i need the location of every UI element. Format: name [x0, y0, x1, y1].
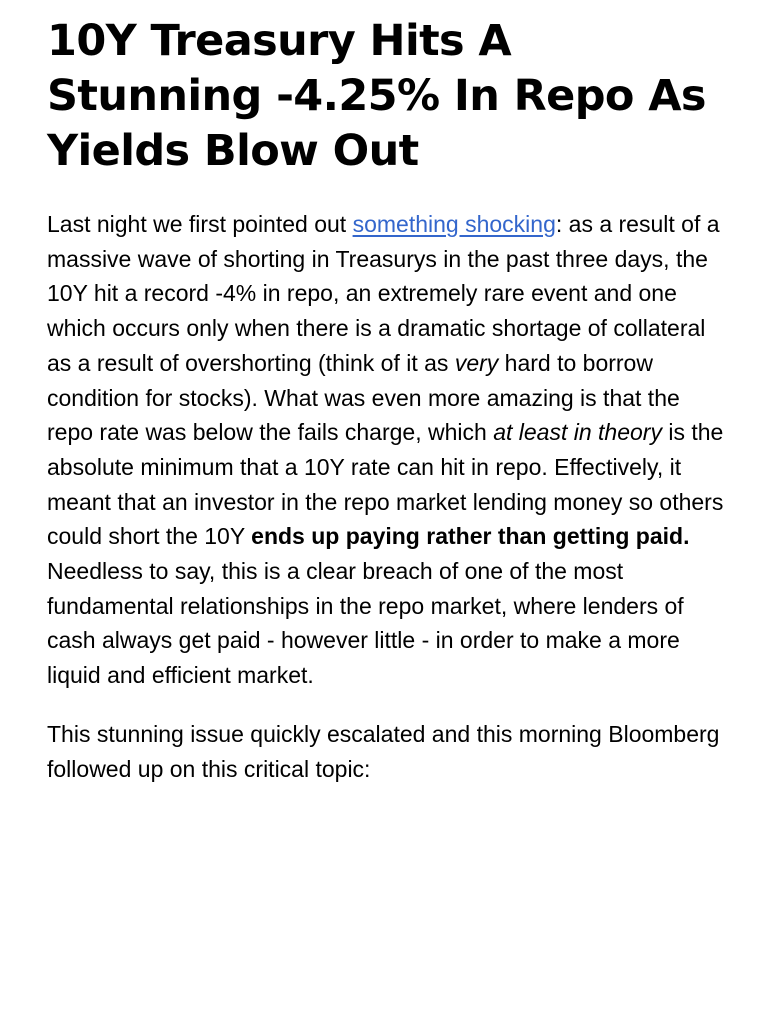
paragraph-1-italic-1: very [454, 349, 499, 376]
article-title: 10Y Treasury Hits A Stunning -4.25% In Repo As Yields Blow Out [47, 16, 706, 176]
article-paragraph-2: This stunning issue quickly escalated and this morning Bloomberg followed up on this critical topic: [47, 720, 720, 782]
paragraph-1-text-5: Needless to say, this is a clear breach of one of the most fundamental relationships in the repo market, where lenders of cash always get paid - however little - in order to make a more liquid and efficient market. [47, 558, 684, 689]
paragraph-1-text-4: is the absolute minimum that a 10Y rate can hit in repo. Effectively, it meant that an investor in the repo market lending money so others could short the 10Y [47, 419, 724, 550]
paragraph-1-text-2: : as a result of a massive wave of shorting in Treasurys in the past three days, the 10Y hit a record -4% in repo, an extremely rare event and one which occurs only when there is a dramatic shortage of collateral as a result of overshorting (think of it as [47, 211, 720, 376]
paragraph-1-text-1: Last night we first pointed out [47, 211, 353, 237]
paragraph-1-italic-2: at least in theory [493, 419, 662, 446]
something-shocking-link[interactable]: something shocking [352, 211, 556, 237]
article-paragraph-1 [47, 207, 727, 693]
article [47, 14, 727, 786]
paragraph-1-text-3: hard to borrow condition for stocks). What was even more amazing is that the repo rate was below the fails charge, which [47, 349, 680, 446]
paragraph-1-bold-1: ends up paying rather than getting paid. [251, 523, 690, 550]
